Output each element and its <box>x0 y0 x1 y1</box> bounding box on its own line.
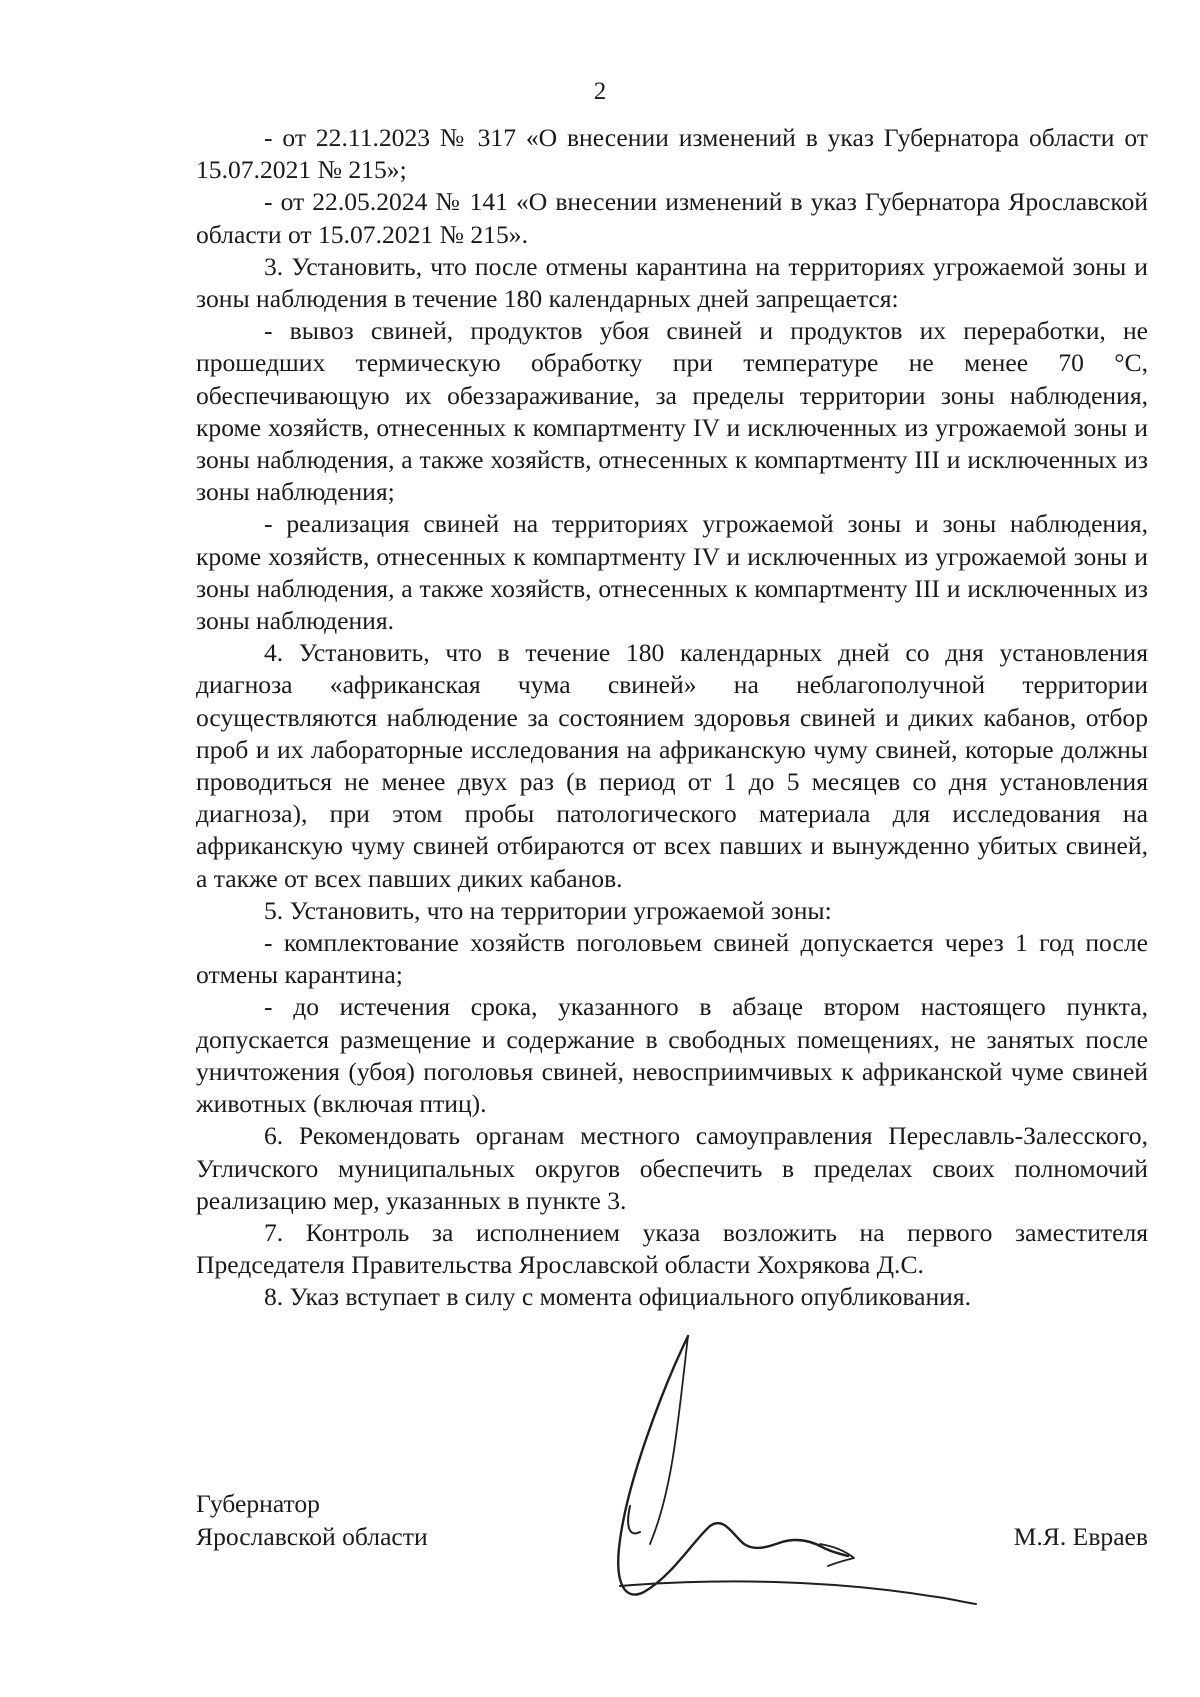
paragraph-item-6: 6. Рекомендовать органам местного самоуправления Переславль-Залесского, Угличского муниципальных округов обеспечить в пределах своих полномочий реализацию мер, указанных в пункте 3. <box>196 1121 1148 1215</box>
signer-title-line2: Ярославской области <box>196 1521 428 1551</box>
paragraph-item-8: 8. Указ вступает в силу с момента официального опубликования. <box>264 1282 972 1312</box>
signature-underline <box>620 1581 976 1604</box>
signer-title <box>196 1488 428 1553</box>
paragraph-item-3-export-ban: - вывоз свиней, продуктов убоя свиней и продуктов их переработки, не прошедших термическую обработку при температуре не менее 70 °С, обеспечивающую их обеззараживание, за пределы территории зоны наблюдения, кроме хозяйств, отнесенных к компартменту IV и исключенных из угрожаемой зоны и зоны наблюдения, а также хозяйств, отнесенных к компартменту III и исключенных из зоны наблюдения; <box>196 316 1148 507</box>
paragraph-item-7: 7. Контроль за исполнением указа возложить на первого заместителя Председателя Правительства Ярославской области Хохрякова Д.С. <box>196 1217 1148 1280</box>
paragraph-item-3-sale-ban: - реализация свиней на территориях угрожаемой зоны и зоны наблюдения, кроме хозяйств, отнесенных к компартменту IV и исключенных из угрожаемой зоны и зоны наблюдения, а также хозяйств, отнесенных к компартменту III и исключенных из зоны наблюдения. <box>196 509 1148 636</box>
signer-name: М.Я. Евраев <box>1013 1521 1148 1551</box>
page-number: 2 <box>593 78 607 105</box>
paragraph-item-4: 4. Установить, что в течение 180 календарных дней со дня установления диагноза «африканская чума свиней» на неблагополучной территории осуществляются наблюдение за состоянием здоровья свиней и диких кабанов, отбор проб и их лабораторные исследования на африканскую чуму свиней, которые должны проводиться не менее двух раз (в период от 1 до 5 месяцев со дня установления диагноза), при этом пробы патологического материала для исследования на африканскую чуму свиней отбираются от всех павших и вынужденно убитых свиней, а также от всех павших диких кабанов. <box>196 638 1148 893</box>
signature-stroke-upper <box>650 1336 688 1544</box>
paragraph-item-3: 3. Установить, что после отмены карантина на территориях угрожаемой зоны и зоны наблюдения в течение 180 календарных дней запрещается: <box>196 251 1148 314</box>
signature-stroke-hook <box>628 1506 640 1533</box>
handwritten-signature <box>600 1330 1060 1620</box>
paragraph-item-5: 5. Установить, что на территории угрожаемой зоны: <box>264 895 832 925</box>
signer-title-line1: Губернатор <box>196 1489 320 1518</box>
document-body <box>196 122 1148 1314</box>
paragraph-amendment-2023: - от 22.11.2023 № 317 «О внесении изменений в указ Губернатора области от 15.07.2021 № 215»; <box>196 123 1148 185</box>
paragraph-amendment-2024: - от 22.05.2024 № 141 «О внесении изменений в указ Губернатора Ярославской области от 15.07.2021 № 215». <box>196 187 1148 249</box>
paragraph-item-5-restocking: - комплектование хозяйств поголовьем свиней допускается через 1 год после отмены карантина; <box>196 928 1148 990</box>
paragraph-item-5-placement: - до истечения срока, указанного в абзаце втором настоящего пункта, допускается размещение и содержание в свободных помещениях, не занятых после уничтожения (убоя) поголовья свиней, невосприимчивых к африканской чуме свиней животных (включая птиц). <box>196 992 1148 1119</box>
signature-stroke-main <box>618 1336 848 1595</box>
